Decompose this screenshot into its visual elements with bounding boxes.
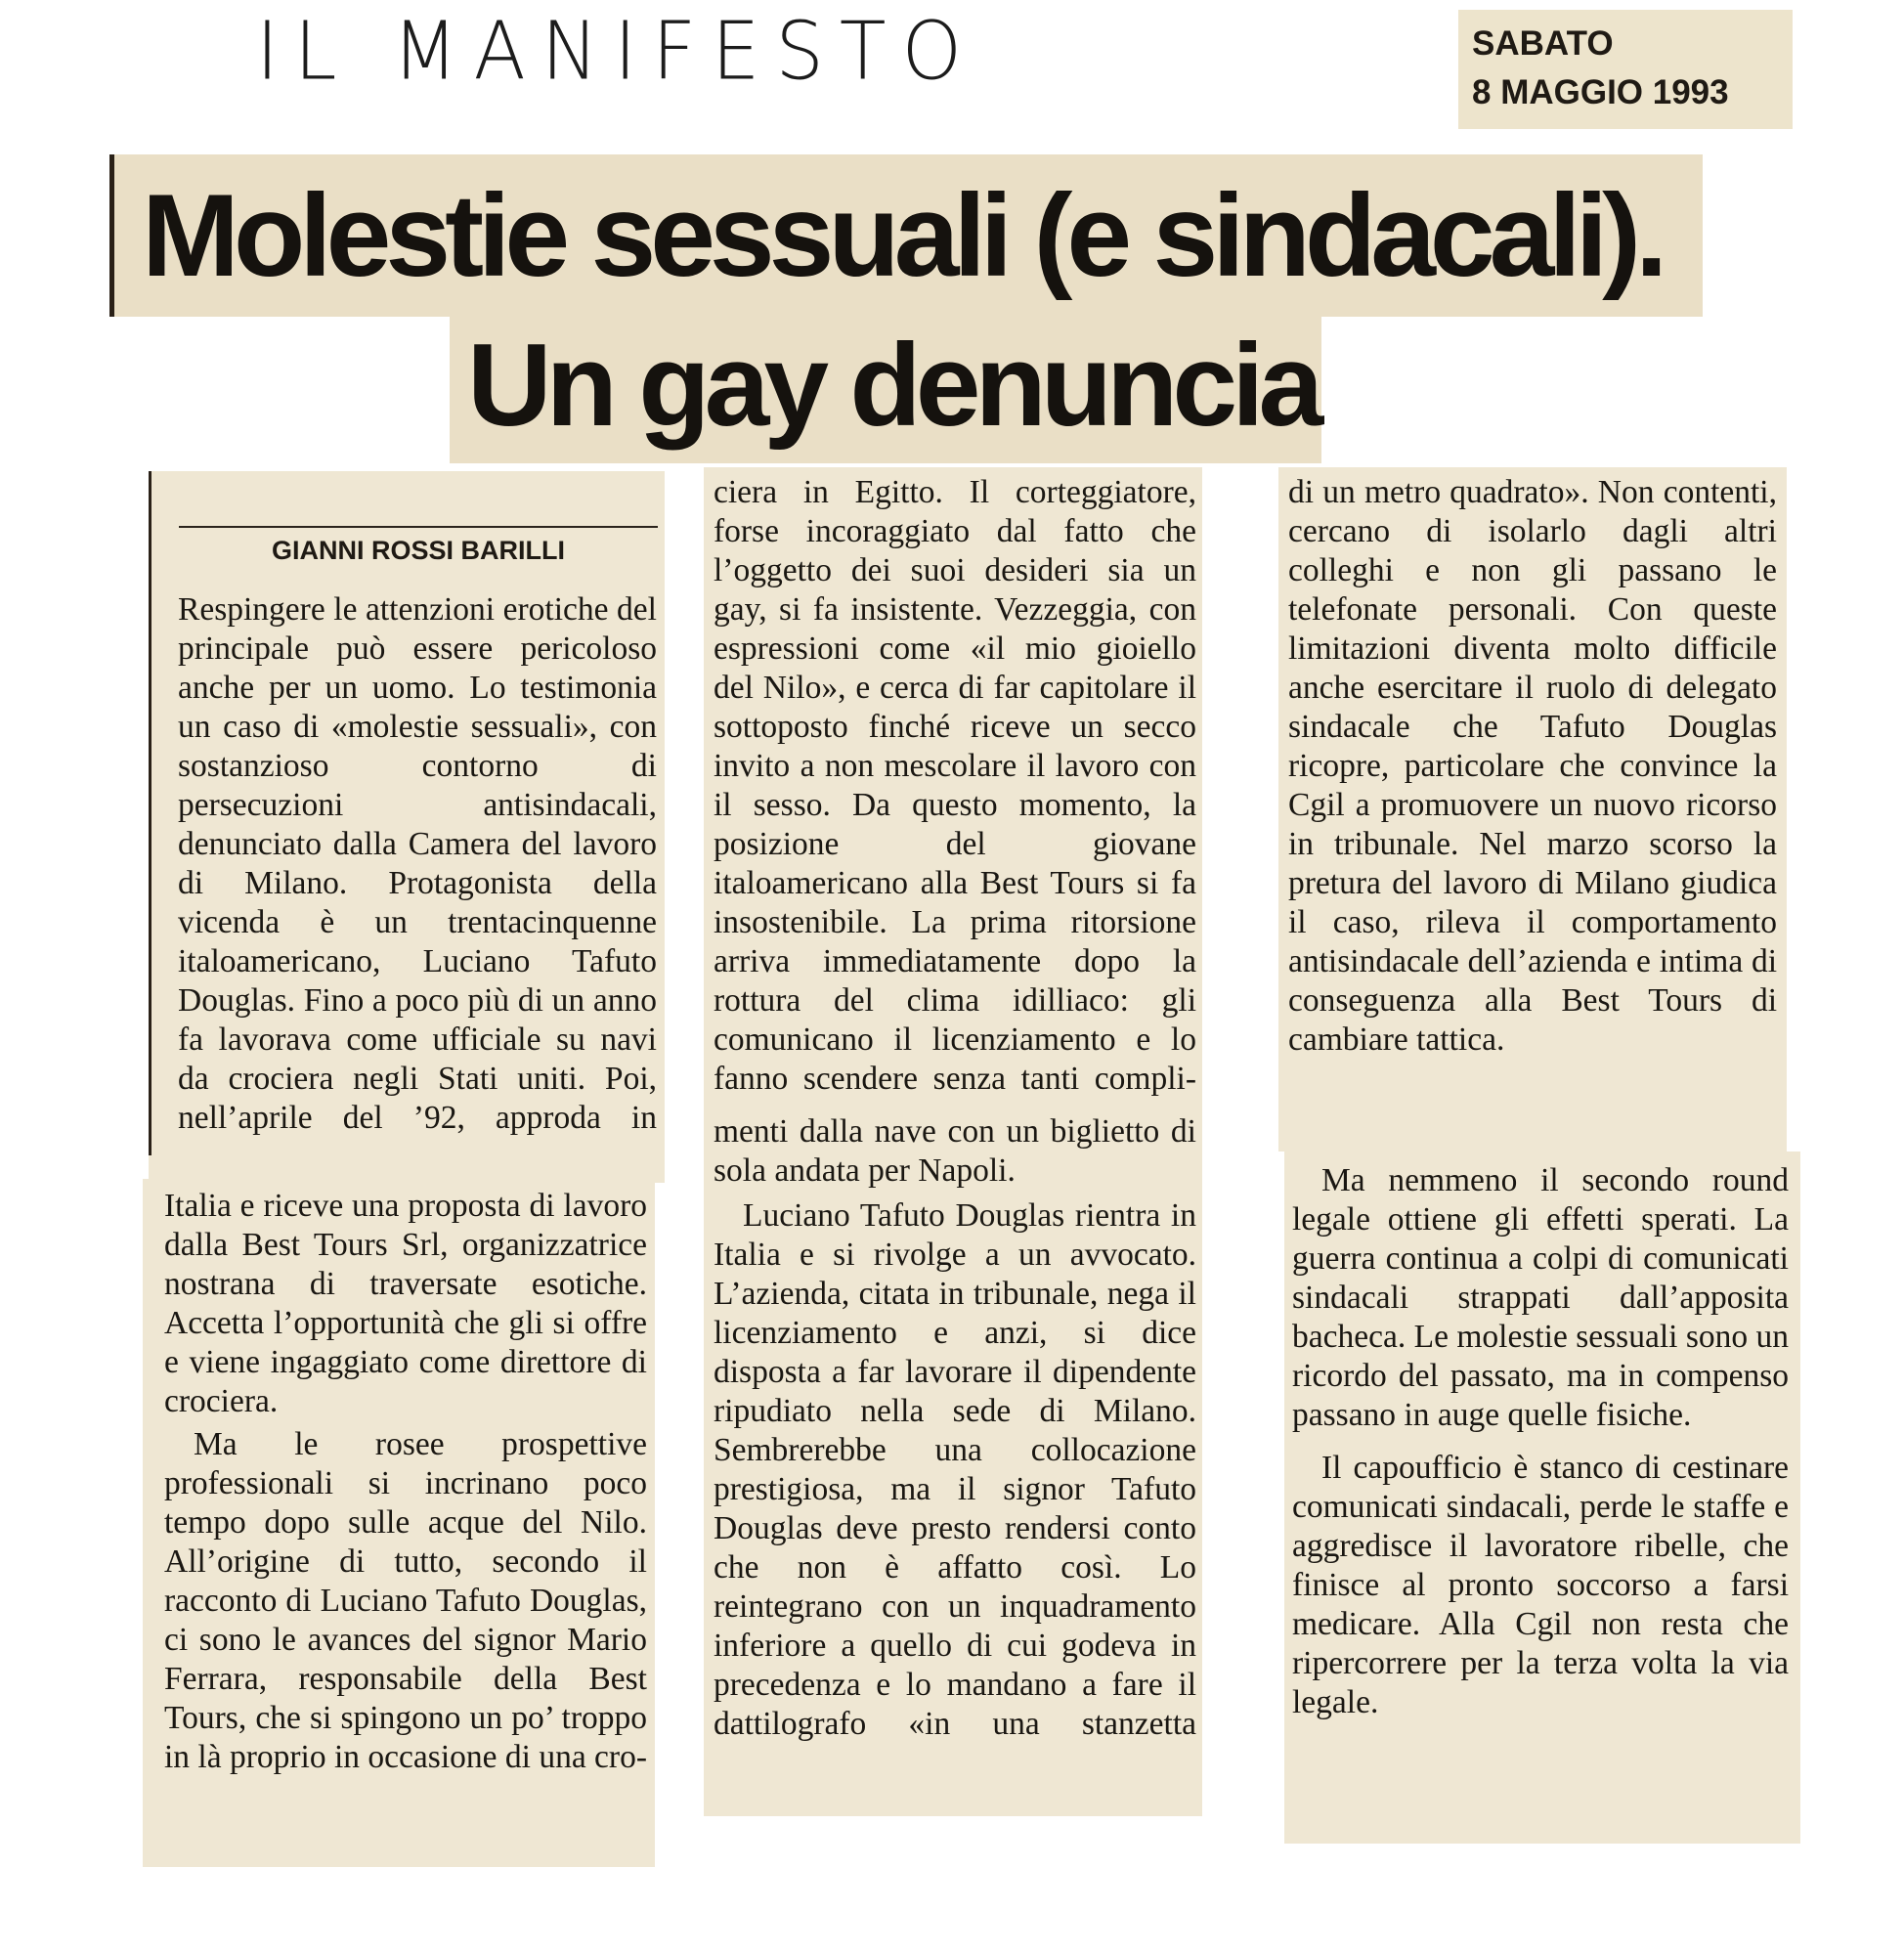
paragraph: Respingere le attenzioni erotiche del principale può essere pericoloso anche per un uomo. Lo testimonia un caso di «molestie sessuali», con sostanzioso contorno di persecuzioni antisindacali, denunciato dalla Camera del lavoro di Milano. Protagonista della vicenda è un trentacinquenne italoamericano, Luciano Tafuto Douglas. Fino a poco più di un anno fa lavorava come ufficiale su navi da crociera negli Stati uniti. Poi, nell’aprile del ’92, approda in <box>178 591 657 1136</box>
headline-line-1: Molestie sessuali (e sindacali). <box>109 154 1703 317</box>
column-2 <box>714 473 1196 1744</box>
column-1-part-2 <box>164 1187 647 1777</box>
paragraph: Italia e riceve una proposta di lavoro dalla Best Tours Srl, organizzatrice nostrana di traversate esotiche. Accetta l’opportunità che gli si offre e viene ingaggiato come direttore di crociera. <box>164 1188 647 1419</box>
masthead-handwritten: IL MANIFESTO <box>256 5 977 99</box>
date-day: SABATO <box>1472 24 1614 63</box>
column-3-part-1 <box>1288 473 1777 1060</box>
byline: GIANNI ROSSI BARILLI <box>179 526 658 566</box>
paragraph: Ma nemmeno il secondo round legale ottiene gli effetti sperati. La guerra continua a colpi di comunicati sindacali strappati dall’apposita bacheca. Le molestie sessuali sono un ricordo del passato, ma in compenso passano in auge quelle fisiche. <box>1292 1162 1789 1433</box>
paragraph: Ma le rosee prospettive professionali si incrinano poco tempo dopo sulle acque del Nilo. All’origine di tutto, secondo il racconto di Luciano Tafuto Douglas, ci sono le avances del signor Mario Ferrara, responsabile della Best Tours, che si spingono un po’ troppo in là proprio in occasione di una cro- <box>164 1426 647 1775</box>
paragraph: menti dalla nave con un biglietto di sola andata per Napoli. <box>714 1113 1196 1189</box>
paragraph: ciera in Egitto. Il corteggiatore, forse incoraggiato dal fatto che l’oggetto dei suoi desideri sia un gay, si fa insistente. Vezzeggia, con espressioni come «il mio gioiello del Nilo», e cerca di far capitolare il sottoposto finché riceve un secco invito a non mescolare il lavoro con il sesso. Da questo momento, la posizione del giovane italoamericano alla Best Tours si fa insostenibile. La prima ritorsione arriva immediatamente dopo la rottura del clima idilliaco: gli comunicano il licenziamento e lo fanno scendere senza tanti compli- <box>714 474 1196 1097</box>
paragraph: Luciano Tafuto Douglas rientra in Italia e si rivolge a un avvocato. L’azienda, citata in tribunale, nega il licenziamento e anzi, si dice disposta a far lavorare il dipendente ripudiato nella sede di Milano. Sembrerebbe una collocazione prestigiosa, ma il signor Tafuto Douglas deve presto rendersi conto che non è affatto così. Lo reintegrano con un inquadramento inferiore a quello di cui godeva in precedenza e lo mandano a fare il dattilografo «in una stanzetta <box>714 1197 1196 1742</box>
column-1-part-1 <box>178 590 657 1138</box>
date-full: 8 MAGGIO 1993 <box>1472 73 1729 111</box>
paragraph: di un metro quadrato». Non contenti, cercano di isolarlo dagli altri colleghi e non gli passano le telefonate personali. Con queste limitazioni diventa molto difficile anche esercitare il ruolo di delegato sindacale che Tafuto Douglas ricopre, particolare che convince la Cgil a promuovere un nuovo ricorso in tribunale. Nel marzo scorso la pretura del lavoro di Milano giudica il caso, rileva il comportamento antisindacale dell’azienda e intima di conseguenza alla Best Tours di cambiare tattica. <box>1288 474 1777 1058</box>
paragraph: Il capoufficio è stanco di cestinare comunicati sindacali, perde le staffe e aggredisce il lavoratore ribelle, che finisce al pronto soccorso a farsi medicare. Alla Cgil non resta che ripercorrere per la terza volta la via legale. <box>1292 1450 1789 1720</box>
headline-line-2: Un gay denuncia <box>450 311 1321 463</box>
column-rule <box>149 471 151 1155</box>
date-clipping <box>1458 10 1793 129</box>
column-3-part-2 <box>1292 1161 1789 1722</box>
